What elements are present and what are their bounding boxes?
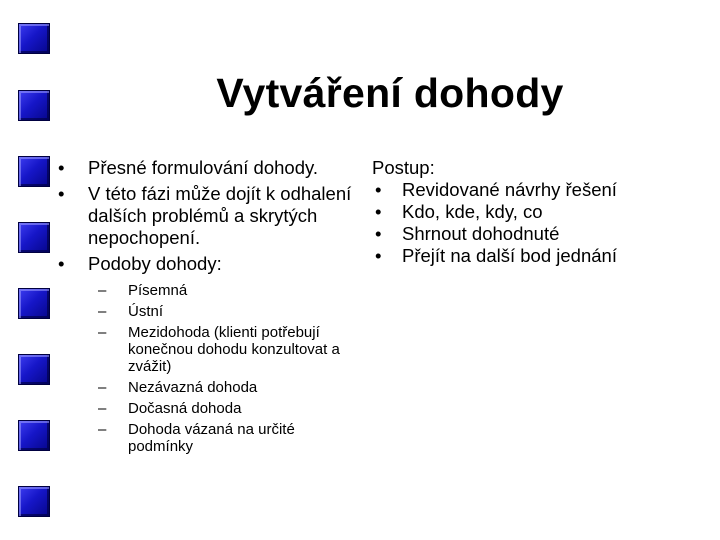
bullet-icon: • bbox=[375, 201, 382, 222]
bullet-icon: • bbox=[375, 245, 382, 266]
right-column bbox=[372, 157, 712, 267]
sub-item bbox=[98, 379, 368, 396]
sub-item bbox=[98, 400, 368, 417]
decorative-square bbox=[18, 486, 50, 517]
dash-icon: – bbox=[98, 303, 107, 320]
procedure-text: Revidované návrhy řešení bbox=[402, 179, 617, 200]
sub-bullet-list bbox=[88, 282, 368, 455]
sub-item-text: Dočasná dohoda bbox=[128, 400, 242, 417]
bullet-icon: • bbox=[375, 223, 382, 244]
sub-item bbox=[98, 324, 368, 375]
procedure-item bbox=[372, 201, 712, 223]
bullet-item bbox=[58, 157, 368, 179]
bullet-text: Podoby dohody: bbox=[88, 253, 222, 274]
procedure-text: Kdo, kde, kdy, co bbox=[402, 201, 543, 222]
procedure-list bbox=[372, 179, 712, 267]
slide-title: Vytváření dohody bbox=[216, 70, 564, 116]
procedure-text: Přejít na další bod jednání bbox=[402, 245, 617, 266]
sub-item-text: Dohoda vázaná na určité podmínky bbox=[128, 421, 295, 455]
dash-icon: – bbox=[98, 400, 107, 417]
procedure-text: Shrnout dohodnuté bbox=[402, 223, 560, 244]
sub-item bbox=[98, 282, 368, 299]
decorative-square bbox=[18, 23, 50, 54]
bullet-text: V této fázi může dojít k odhalení dalších problémů a skrytých nepochopení. bbox=[88, 183, 352, 248]
bullet-icon: • bbox=[58, 183, 65, 204]
bullet-icon: • bbox=[58, 253, 65, 274]
decorative-square bbox=[18, 354, 50, 385]
procedure-item bbox=[372, 245, 712, 267]
left-bullet-list bbox=[58, 157, 368, 459]
sub-item bbox=[98, 303, 368, 320]
decorative-square bbox=[18, 222, 50, 253]
sub-item bbox=[98, 421, 368, 455]
decorative-square bbox=[18, 288, 50, 319]
procedure-item bbox=[372, 179, 712, 201]
dash-icon: – bbox=[98, 421, 107, 438]
bullet-icon: • bbox=[58, 157, 65, 178]
dash-icon: – bbox=[98, 324, 107, 341]
decorative-square bbox=[18, 90, 50, 121]
decorative-square bbox=[18, 420, 50, 451]
decorative-square bbox=[18, 156, 50, 187]
sub-item-text: Mezidohoda (klienti potřebují konečnou dohodu konzultovat a zvážit) bbox=[128, 324, 340, 375]
bullet-item bbox=[58, 183, 368, 249]
sub-item-text: Písemná bbox=[128, 282, 188, 299]
procedure-item bbox=[372, 223, 712, 245]
sub-item-text: Ústní bbox=[128, 303, 164, 320]
dash-icon: – bbox=[98, 282, 107, 299]
dash-icon: – bbox=[98, 379, 107, 396]
bullet-text: Přesné formulování dohody. bbox=[88, 157, 319, 178]
procedure-heading: Postup: bbox=[372, 157, 435, 178]
bullet-item bbox=[58, 253, 368, 455]
sub-item-text: Nezávazná dohoda bbox=[128, 379, 258, 396]
bullet-icon: • bbox=[375, 179, 382, 200]
